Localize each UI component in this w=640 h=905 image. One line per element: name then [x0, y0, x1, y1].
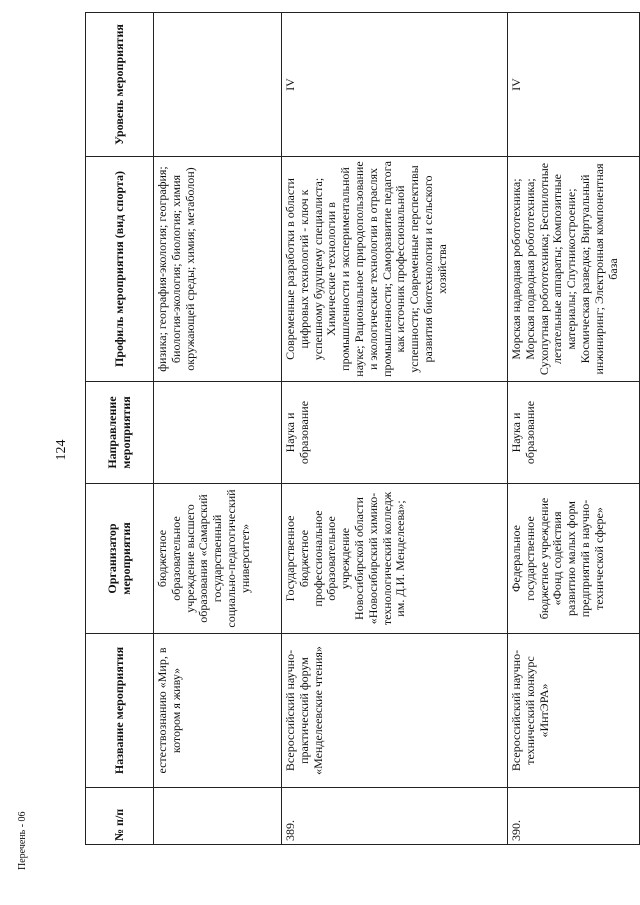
document-footer: Перечень - 06 [17, 811, 28, 870]
table-row [154, 13, 282, 845]
cell-organizer: бюджетное образовательное учреждение высшего образования «Самарский государственный социально-педагогический университет» [154, 484, 282, 634]
cell-profile: Современные разработки в области цифровых технологий - ключ к успешному будущему специалиста; Химические технологии в промышленности и экспериментальной науке; Рациональное природопользование и экологические технологии в отраслях промышленности; Саморазвитие педагога как источник профессиональной успешности; Современные перспективы развития биотехнологии и сельского хозяйства [282, 157, 508, 382]
table-row [508, 13, 640, 845]
cell-level [154, 13, 282, 157]
cell-direction: Наука и образование [282, 382, 508, 484]
cell-direction [154, 382, 282, 484]
cell-level: IV [282, 13, 508, 157]
cell-organizer: Федеральное государственное бюджетное учреждение «Фонд содействия развитию малых форм предприятий в научно-технической сфере» [508, 484, 640, 634]
cell-event-name: естествознанию «Мир, в котором я живу» [154, 634, 282, 788]
cell-event-name: Всероссийский научно-технический конкурс «ИнтЭРА» [508, 634, 640, 788]
cell-number [154, 788, 282, 845]
header-event-name: Название мероприятия [86, 634, 154, 788]
header-profile: Профиль мероприятия (вид спорта) [86, 157, 154, 382]
rotated-table-container [85, 24, 640, 845]
events-table [85, 12, 640, 845]
cell-number: 389. [282, 788, 508, 845]
page-number: 124 [54, 439, 69, 461]
header-level: Уровень мероприятия [86, 13, 154, 157]
cell-profile: физика; география-экология; география; биология-экология; биология; химия окружающей среды; химия; метаболон) [154, 157, 282, 382]
cell-level: IV [508, 13, 640, 157]
cell-profile: Морская надводная робототехника; Морская подводная робототехника; Сухопутная робототехника; Беспилотные летательные аппараты; Композитные материалы; Спутникостроение; Космическая разведка; Виртуальный инжиниринг; Электронная компонентная база [508, 157, 640, 382]
table-header-row [86, 13, 154, 845]
header-number: № п/п [86, 788, 154, 845]
cell-number: 390. [508, 788, 640, 845]
header-organizer: Организатор мероприятия [86, 484, 154, 634]
header-direction: Направление мероприятия [86, 382, 154, 484]
table-row [282, 13, 508, 845]
cell-direction: Наука и образование [508, 382, 640, 484]
cell-event-name: Всероссийский научно-практический форум «Менделеевские чтения» [282, 634, 508, 788]
cell-organizer: Государственное бюджетное профессиональное образовательное учреждение Новосибирской области «Новосибирский химико-технологический колледж им. Д.И. Менделеева»; [282, 484, 508, 634]
